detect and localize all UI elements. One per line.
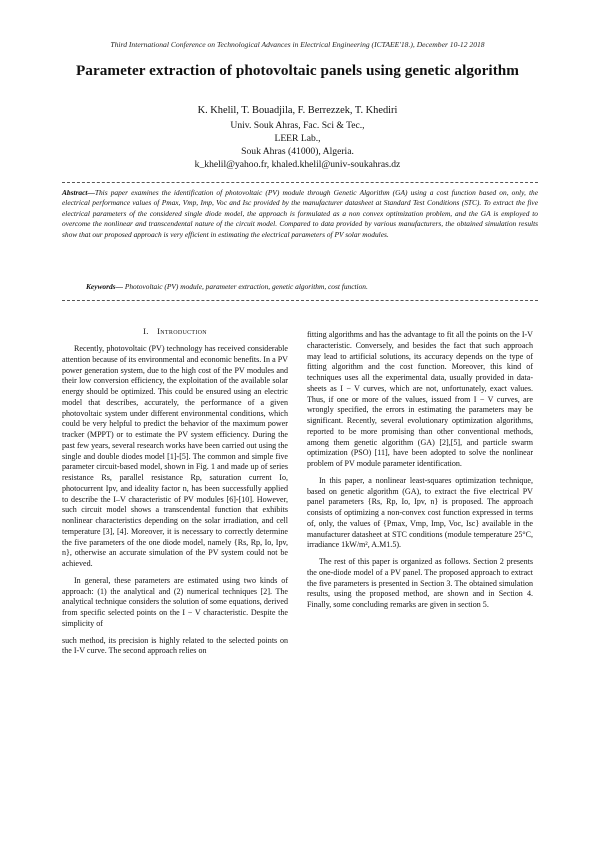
abstract-text: This paper examines the identification of photovoltaic (PV) module through Genetic Algorithm (GA) using a cost function based on, only, the electrical performance values of Pmax, Vmp, Imp, Voc and Isc provided by the manufacturer datasheet at Standard Test Conditions (STC). To extract the five electrical parameters of the considered single diode model, the approach is formulated as a non convex optimization problem, and the GA is employed to overcome the nonlinear and transcendental nature of the circuit model. Compared to data provided by various manufacturers, the obtained simulation results show that our proposed approach is very efficient in estimating the electrical parameters of PV solar modules. [62,188,538,239]
section-heading [62,326,288,336]
keywords-lead: Keywords— [86,282,123,291]
abstract-lead: Abstract— [62,188,95,197]
keywords-text: Photovoltaic (PV) module, parameter extraction, genetic algorithm, cost function. [122,282,368,291]
body-paragraph: In general, these parameters are estimated using two kinds of approach: (1) the analytical and (2) numerical techniques [2]. The analytical technique considers the solution of some equations, derived from specific selected points on the I − V characteristic. Despite the simplicity of [62,575,288,628]
paper-title: Parameter extraction of photovoltaic panels using genetic algorithm [75,62,519,79]
conference-header: Third International Conference on Technological Advances in Electrical Engineering (ICTAEE'18.), December 10-12 2018 [110,40,485,49]
affiliation-line: Souk Ahras (41000), Algeria. [241,146,354,157]
body-paragraph: Recently, photovoltaic (PV) technology has received considerable attention because of its environmental and economic benefits. In a PV power generation system, due to the high cost of the PV modules and their low conversion efficiency, the exploitation of the available solar energy should be optimized. This could be ensured using an electric model that describes, accurately, the performance of a given photovoltaic system under different environmental conditions, which could be very helpful to predict the behavior of the maximum power tracker (MPPT) or to estimate the PV system efficiency. During the past few years, several research works have been carried out using the single and double diodes model [1]-[5]. The common and simple five parameter circuit-based model, shown in Fig. 1 and made up of series resistance Rs, parallel resistance Rp, saturation current Io, photocurrent Ipv, and ideality factor n, has been successfully applied to describe the I–V characteristic of PV modules [6]-[10]. However, such circuit model shows a transcendental function that exhibits nonlinear characteristics depending on the solar irradiation, and cell temperature [3], [4]. Moreover, it is necessary to correctly determine the five parameters of the one diode model, namely {Rs, Rp, Io, Ipv, n}, otherwise an accurate simulation of the PV system could not be achieved. [62,344,288,568]
author-emails: k_khelil@yahoo.fr, khaled.khelil@univ-soukahras.dz [194,159,401,170]
body-paragraph: fitting algorithms and has the advantage to fit all the points on the I-V characteristic. Conversely, and besides the fact that such approach may lead to artificial solutions, its accuracy depends on the type of fitting algorithm and the cost function. Moreover, this kind of techniques uses all the experimental data, usually provided in data-sheets as I − V curves, which are not, unfortunately, exact values. Thus, if one or more of the values, issued from I − V curves, are wrongly specified, the errors in estimating the parameters may be significant. Recently, several evolutionary optimization algorithms, reported to be more promising than other conventional methods, among them genetic algorithm (GA) [2],[5], and particle swarm optimization (PSO) [11], have been adopted to solve the nonlinear problem of PV module parameter identification. [307,330,533,468]
section-title: Introduction [157,326,207,336]
author-block [0,104,595,171]
right-column [307,330,533,617]
affiliation-line: Univ. Souk Ahras, Fac. Sci & Tec., [230,120,365,131]
section-number: I. [143,326,149,336]
abstract [62,188,538,240]
left-column [62,344,288,663]
keywords [86,282,538,291]
body-paragraph: The rest of this paper is organized as follows. Section 2 presents the one-diode model of a PV panel. The proposed approach to extract the five parameters is presented in Section 3. The obtained simulation results, using the proposed method, are shown and in Section 4. Finally, some concluding remarks are given in section 5. [307,557,533,609]
body-paragraph: such method, its precision is highly related to the selected points on the I-V curve. The second approach relies on [62,635,288,656]
author-names: K. Khelil, T. Bouadjila, F. Berrezzek, T. Khediri [197,105,398,116]
affiliation-line: LEER Lab., [274,133,321,144]
dashed-divider [62,300,538,301]
body-paragraph: In this paper, a nonlinear least-squares optimization technique, based on genetic algorithm (GA), to extract the five electrical PV panel parameters {Rs, Rp, Io, Ipv, n} is proposed. The approach consists of optimizing a non-convex cost function expressed in terms of, only, the values of {Pmax, Vmp, Imp, Voc, Isc} available in the manufacturer datasheet at STC conditions (module temperature 25°C, irradiance 1kW/m², A.M1.5). [307,475,533,550]
dashed-divider [62,182,538,183]
